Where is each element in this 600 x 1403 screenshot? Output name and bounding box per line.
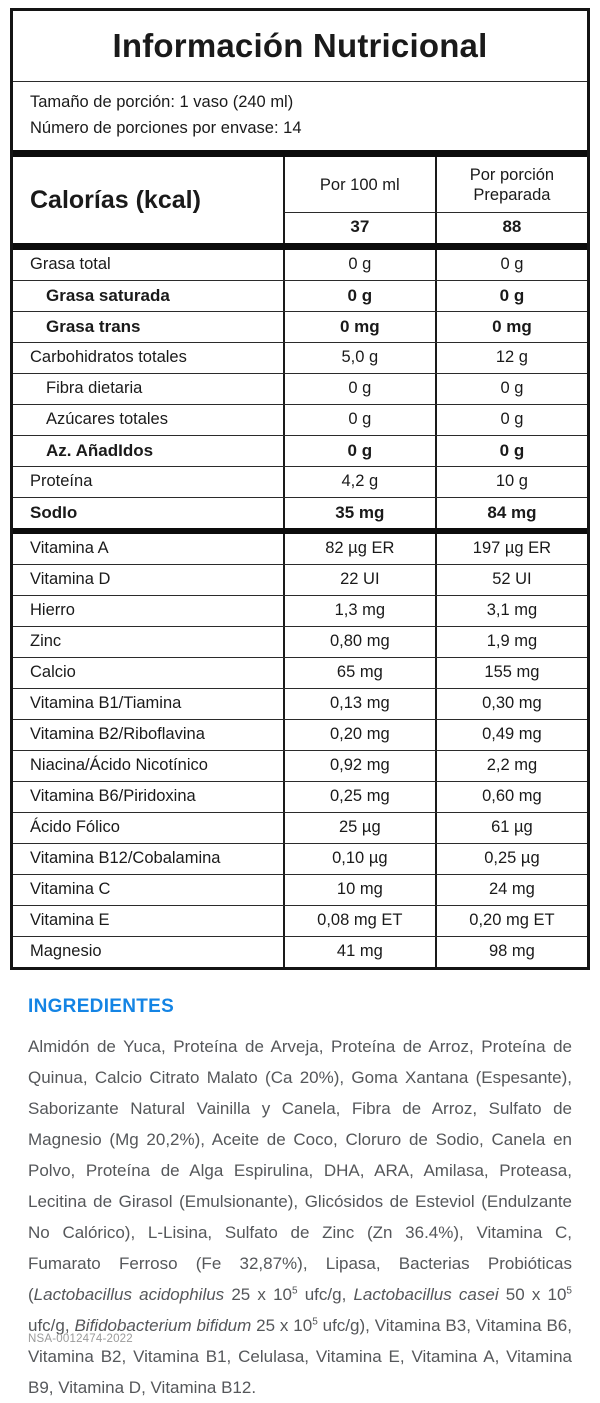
- table-row: [13, 936, 587, 967]
- table-row: [13, 564, 587, 595]
- value-per-portion: 0,25 µg: [435, 844, 587, 874]
- column-header-per-100ml: Por 100 ml: [283, 157, 435, 212]
- value-per-100ml: 0 g: [283, 281, 435, 311]
- nutrient-label: Proteína: [30, 472, 93, 490]
- nutrient-label: Az. AñadIdos: [46, 441, 154, 460]
- table-row: [13, 250, 587, 280]
- value-per-100ml: 0 g: [283, 405, 435, 435]
- servings-per-container: Número de porciones por envase: 14: [30, 119, 302, 137]
- nutrient-rows: [13, 250, 587, 534]
- nutrient-label: Zinc: [30, 632, 62, 650]
- calories-per-100ml: 37: [283, 212, 435, 243]
- value-per-portion: 52 UI: [435, 565, 587, 595]
- value-per-portion: 0 g: [435, 250, 587, 280]
- nutrient-label: Grasa saturada: [46, 286, 170, 305]
- value-per-100ml: 65 mg: [283, 658, 435, 688]
- value-per-100ml: 35 mg: [283, 498, 435, 528]
- value-per-portion: 0,30 mg: [435, 689, 587, 719]
- value-per-100ml: 0 g: [283, 436, 435, 466]
- table-row: [13, 342, 587, 373]
- table-row: [13, 280, 587, 311]
- nutrient-label: Vitamina B6/Piridoxina: [30, 787, 196, 805]
- nutrient-label: Vitamina B12/Cobalamina: [30, 849, 221, 867]
- value-per-100ml: 25 µg: [283, 813, 435, 843]
- nutrient-label: Vitamina D: [30, 570, 111, 588]
- nutrient-label: Vitamina E: [30, 911, 110, 929]
- nutrient-label: Hierro: [30, 601, 75, 619]
- value-per-100ml: 0,92 mg: [283, 751, 435, 781]
- value-per-100ml: 5,0 g: [283, 343, 435, 373]
- nutrient-label: Grasa total: [30, 255, 111, 273]
- value-per-portion: 197 µg ER: [435, 534, 587, 564]
- value-per-100ml: 1,3 mg: [283, 596, 435, 626]
- value-per-portion: 0 g: [435, 281, 587, 311]
- table-row: [13, 905, 587, 936]
- serving-size: Tamaño de porción: 1 vaso (240 ml): [30, 93, 294, 111]
- table-row: [13, 719, 587, 750]
- table-row: [13, 311, 587, 342]
- value-per-portion: 61 µg: [435, 813, 587, 843]
- nutrient-label: Niacina/Ácido Nicotínico: [30, 756, 208, 774]
- nutrient-label: Vitamina C: [30, 880, 111, 898]
- table-row: [13, 750, 587, 781]
- nutrient-label: Ácido Fólico: [30, 818, 120, 836]
- table-row: [13, 874, 587, 905]
- nutrient-label: Carbohidratos totales: [30, 348, 187, 366]
- label-title: Información Nutricional: [13, 11, 587, 82]
- registration-code: NSA-0012474-2022: [28, 1333, 133, 1345]
- value-per-100ml: 0,25 mg: [283, 782, 435, 812]
- value-per-100ml: 0 g: [283, 374, 435, 404]
- value-per-portion: 98 mg: [435, 937, 587, 967]
- table-row: [13, 595, 587, 626]
- value-per-portion: 3,1 mg: [435, 596, 587, 626]
- value-per-portion: 0,20 mg ET: [435, 906, 587, 936]
- value-per-100ml: 4,2 g: [283, 467, 435, 497]
- nutrient-label: Azúcares totales: [46, 410, 168, 428]
- value-per-portion: 2,2 mg: [435, 751, 587, 781]
- value-per-portion: 0,49 mg: [435, 720, 587, 750]
- value-per-100ml: 0,10 µg: [283, 844, 435, 874]
- value-per-100ml: 0,08 mg ET: [283, 906, 435, 936]
- table-row: [13, 534, 587, 564]
- table-row: [13, 466, 587, 497]
- nutrient-label: Vitamina B2/Riboflavina: [30, 725, 205, 743]
- table-row: [13, 404, 587, 435]
- table-row: [13, 657, 587, 688]
- nutrient-label: SodIo: [30, 503, 78, 522]
- value-per-100ml: 10 mg: [283, 875, 435, 905]
- value-per-portion: 24 mg: [435, 875, 587, 905]
- value-per-portion: 0 g: [435, 374, 587, 404]
- calories-per-portion: 88: [435, 212, 587, 243]
- table-row: [13, 781, 587, 812]
- ingredients-text: Almidón de Yuca, Proteína de Arveja, Proteína de Arroz, Proteína de Quinua, Calcio Citrato Malato (Ca 20%), Goma Xantana (Espesante), Saborizante Natural Vainilla y Canela, Fibra de Arroz, Sulfato de Magnesio (Mg 20,2%), Aceite de Coco, Cloruro de Sodio, Canela en Polvo, Proteína de Alga Espirulina, DHA, ARA, Amilasa, Proteasa, Lecitina de Girasol (Emulsionante), Glicósidos de Esteviol (Endulzante No Calórico), L-Lisina, Sulfato de Zinc (Zn 36.4%), Vitamina C, Fumarato Ferroso (Fe 32,87%), Lipasa, Bacterias Probióticas (Lactobacillus acidophilus 25 x $10^5$ ufc/g, Lactobacillus casei 50 x $10^5$ ufc/g, Bifidobacterium bifidum 25 x $10^5$ ufc/g), Vitamina B3, Vitamina B6, Vitamina B2, Vitamina B1, Celulasa, Vitamina E, Vitamina A, Vitamina B9, Vitamina D, Vitamina B12.: [28, 1037, 572, 1397]
- value-per-portion: 12 g: [435, 343, 587, 373]
- value-per-100ml: 41 mg: [283, 937, 435, 967]
- table-row: [13, 497, 587, 528]
- value-per-portion: 0 g: [435, 436, 587, 466]
- value-per-portion: 84 mg: [435, 498, 587, 528]
- value-per-100ml: 0,13 mg: [283, 689, 435, 719]
- table-row: [13, 688, 587, 719]
- vitamin-rows: [13, 534, 587, 967]
- nutrient-label: Magnesio: [30, 942, 102, 960]
- value-per-100ml: 0 mg: [283, 312, 435, 342]
- value-per-100ml: 82 µg ER: [283, 534, 435, 564]
- value-per-100ml: 0 g: [283, 250, 435, 280]
- calories-header: [13, 157, 587, 250]
- ingredients-heading: INGREDIENTES: [28, 996, 175, 1017]
- value-per-portion: 0 mg: [435, 312, 587, 342]
- table-row: [13, 435, 587, 466]
- value-per-portion: 0 g: [435, 405, 587, 435]
- value-per-100ml: 0,80 mg: [283, 627, 435, 657]
- nutrition-label: [10, 8, 590, 970]
- value-per-100ml: 0,20 mg: [283, 720, 435, 750]
- table-row: [13, 626, 587, 657]
- serving-info: [13, 82, 587, 157]
- nutrient-label: Fibra dietaria: [46, 379, 143, 397]
- table-row: [13, 843, 587, 874]
- nutrient-label: Grasa trans: [46, 317, 141, 336]
- value-per-portion: 155 mg: [435, 658, 587, 688]
- nutrient-label: Vitamina B1/Tiamina: [30, 694, 182, 712]
- nutrient-label: Vitamina A: [30, 539, 109, 557]
- table-row: [13, 812, 587, 843]
- nutrient-label: Calcio: [30, 663, 76, 681]
- table-row: [13, 373, 587, 404]
- value-per-portion: 0,60 mg: [435, 782, 587, 812]
- value-per-100ml: 22 UI: [283, 565, 435, 595]
- value-per-portion: 10 g: [435, 467, 587, 497]
- calories-label: Calorías (kcal): [30, 185, 201, 214]
- value-per-portion: 1,9 mg: [435, 627, 587, 657]
- column-header-per-portion: Por porción Preparada: [435, 157, 587, 212]
